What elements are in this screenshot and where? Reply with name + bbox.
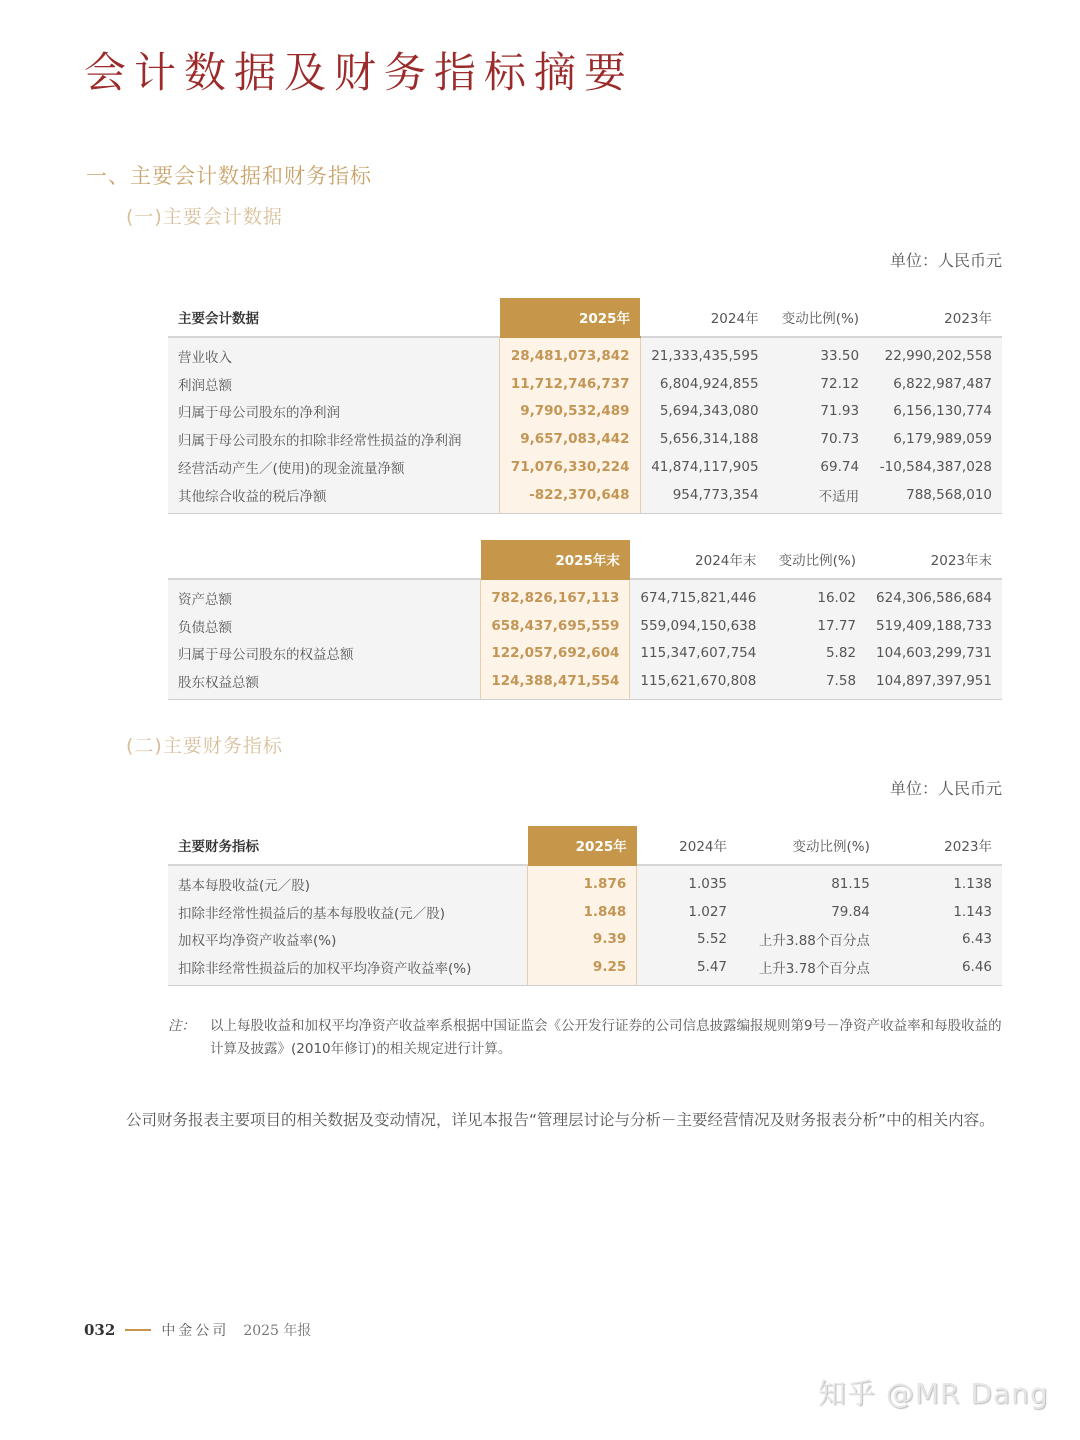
value-2024: 21,333,435,595 [640,337,769,370]
row-label: 负债总额 [168,612,481,640]
value-2024: 5.52 [637,926,737,954]
value-2025: 11,712,746,737 [500,370,640,398]
value-change: 不适用 [769,481,870,513]
table-row [168,453,1002,481]
value-2023: 104,897,397,951 [866,667,1002,699]
value-2023: -10,584,387,028 [869,453,1002,481]
row-label: 其他综合收益的税后净额 [168,481,500,513]
section-heading: 一、主要会计数据和财务指标 [86,164,372,188]
value-2024: 115,347,607,754 [630,640,766,668]
row-label: 利润总额 [168,370,500,398]
value-2024: 115,621,670,808 [630,667,766,699]
value-2025: 1.848 [528,898,637,926]
value-change: 70.73 [769,425,870,453]
table-row [168,425,1002,453]
value-2024: 5,656,314,188 [640,425,769,453]
value-change: 5.82 [766,640,866,668]
header-cell: 2023年末 [866,540,1002,579]
table-row [168,398,1002,426]
row-label: 归属于母公司股东的净利润 [168,398,500,426]
value-2023: 6,822,987,487 [869,370,1002,398]
header-cell: 2024年 [640,298,769,337]
table-row [168,640,1002,668]
footer-divider [125,1329,151,1331]
table-row [168,612,1002,640]
company-name: 中金公司 [161,1323,230,1339]
value-change: 81.15 [737,865,880,898]
subsection-heading-indicators: (二)主要财务指标 [126,735,283,757]
unit-label: 单位：人民币元 [889,251,1002,270]
value-change: 79.84 [737,898,880,926]
header-cell: 主要会计数据 [168,298,500,337]
value-2025: 71,076,330,224 [500,453,640,481]
value-2025: 9,657,083,442 [500,425,640,453]
value-change: 17.77 [766,612,866,640]
value-change: 33.50 [769,337,870,370]
value-2025: 1.876 [528,865,637,898]
header-cell: 主要财务指标 [168,826,528,865]
table-row [168,579,1002,612]
subsection-heading-accounting: (一)主要会计数据 [126,206,283,228]
value-2025: 9.25 [528,953,637,985]
header-cell: 变动比例(%) [737,826,880,865]
header-cell-highlight: 2025年 [500,298,640,337]
value-change: 16.02 [766,579,866,612]
value-change: 上升3.88个百分点 [737,926,880,954]
footnote-label: 注： [168,1018,195,1034]
value-2023: 1.143 [880,898,1002,926]
header-cell-highlight: 2025年末 [481,540,630,579]
report-name: 2025 年报 [243,1323,312,1339]
accounting-data-table [168,298,1002,514]
value-2023: 519,409,188,733 [866,612,1002,640]
header-cell: 2023年 [880,826,1002,865]
table-header-row [168,540,1002,579]
header-cell [168,540,481,579]
footnote-text: 以上每股收益和加权平均净资产收益率系根据中国证监会《公开发行证券的公司信息披露编报规则第9号－净资产收益率和每股收益的计算及披露》(2010年修订)的相关规定进行计算。 [210,1018,1002,1057]
header-cell: 2023年 [869,298,1002,337]
row-label: 归属于母公司股东的扣除非经常性损益的净利润 [168,425,500,453]
table-header-row [168,826,1002,865]
value-2025: 658,437,695,559 [481,612,630,640]
row-label: 归属于母公司股东的权益总额 [168,640,481,668]
table-row [168,481,1002,513]
table-row [168,865,1002,898]
value-2025: 28,481,073,842 [500,337,640,370]
header-cell: 变动比例(%) [769,298,870,337]
table-row [168,898,1002,926]
table-row [168,337,1002,370]
value-2024: 1.035 [637,865,737,898]
value-2024: 5.47 [637,953,737,985]
financial-indicators-table [168,826,1002,986]
row-label: 资产总额 [168,579,481,612]
value-2024: 954,773,354 [640,481,769,513]
table-footnote [168,1015,1008,1061]
value-2023: 1.138 [880,865,1002,898]
reference-paragraph: 公司财务报表主要项目的相关数据及变动情况，详见本报告“管理层讨论与分析－主要经营情况及财务报表分析”中的相关内容。 [126,1111,995,1129]
row-label: 扣除非经常性损益后的基本每股收益(元／股) [168,898,528,926]
balance-data-table [168,540,1002,700]
value-2024: 6,804,924,855 [640,370,769,398]
row-label: 加权平均净资产收益率(%) [168,926,528,954]
value-2025: 122,057,692,604 [481,640,630,668]
value-2025: -822,370,648 [500,481,640,513]
header-cell-highlight: 2025年 [528,826,637,865]
row-label: 基本每股收益(元／股) [168,865,528,898]
value-2023: 104,603,299,731 [866,640,1002,668]
value-2024: 41,874,117,905 [640,453,769,481]
row-label: 营业收入 [168,337,500,370]
value-2024: 1.027 [637,898,737,926]
header-cell: 2024年 [637,826,737,865]
table-row [168,926,1002,954]
header-cell: 变动比例(%) [766,540,866,579]
value-2025: 9.39 [528,926,637,954]
table-header-row [168,298,1002,337]
watermark: 知乎 @MR Dang [818,1377,1049,1410]
value-2024: 674,715,821,446 [630,579,766,612]
value-2023: 624,306,586,684 [866,579,1002,612]
value-2024: 559,094,150,638 [630,612,766,640]
row-label: 股东权益总额 [168,667,481,699]
value-change: 69.74 [769,453,870,481]
unit-label: 单位：人民币元 [889,779,1002,798]
value-2023: 788,568,010 [869,481,1002,513]
value-2025: 124,388,471,554 [481,667,630,699]
page-title: 会计数据及财务指标摘要 [84,48,635,98]
value-change: 71.93 [769,398,870,426]
value-2023: 6.46 [880,953,1002,985]
row-label: 经营活动产生／(使用)的现金流量净额 [168,453,500,481]
value-2025: 782,826,167,113 [481,579,630,612]
header-cell: 2024年末 [630,540,766,579]
value-2023: 6.43 [880,926,1002,954]
table-row [168,370,1002,398]
page-footer [84,1320,311,1340]
value-2024: 5,694,343,080 [640,398,769,426]
table-row [168,667,1002,699]
value-change: 72.12 [769,370,870,398]
value-2023: 6,156,130,774 [869,398,1002,426]
table-row [168,953,1002,985]
row-label: 扣除非经常性损益后的加权平均净资产收益率(%) [168,953,528,985]
value-2023: 22,990,202,558 [869,337,1002,370]
value-2023: 6,179,989,059 [869,425,1002,453]
value-change: 上升3.78个百分点 [737,953,880,985]
value-2025: 9,790,532,489 [500,398,640,426]
page-number: 032 [84,1321,116,1339]
value-change: 7.58 [766,667,866,699]
